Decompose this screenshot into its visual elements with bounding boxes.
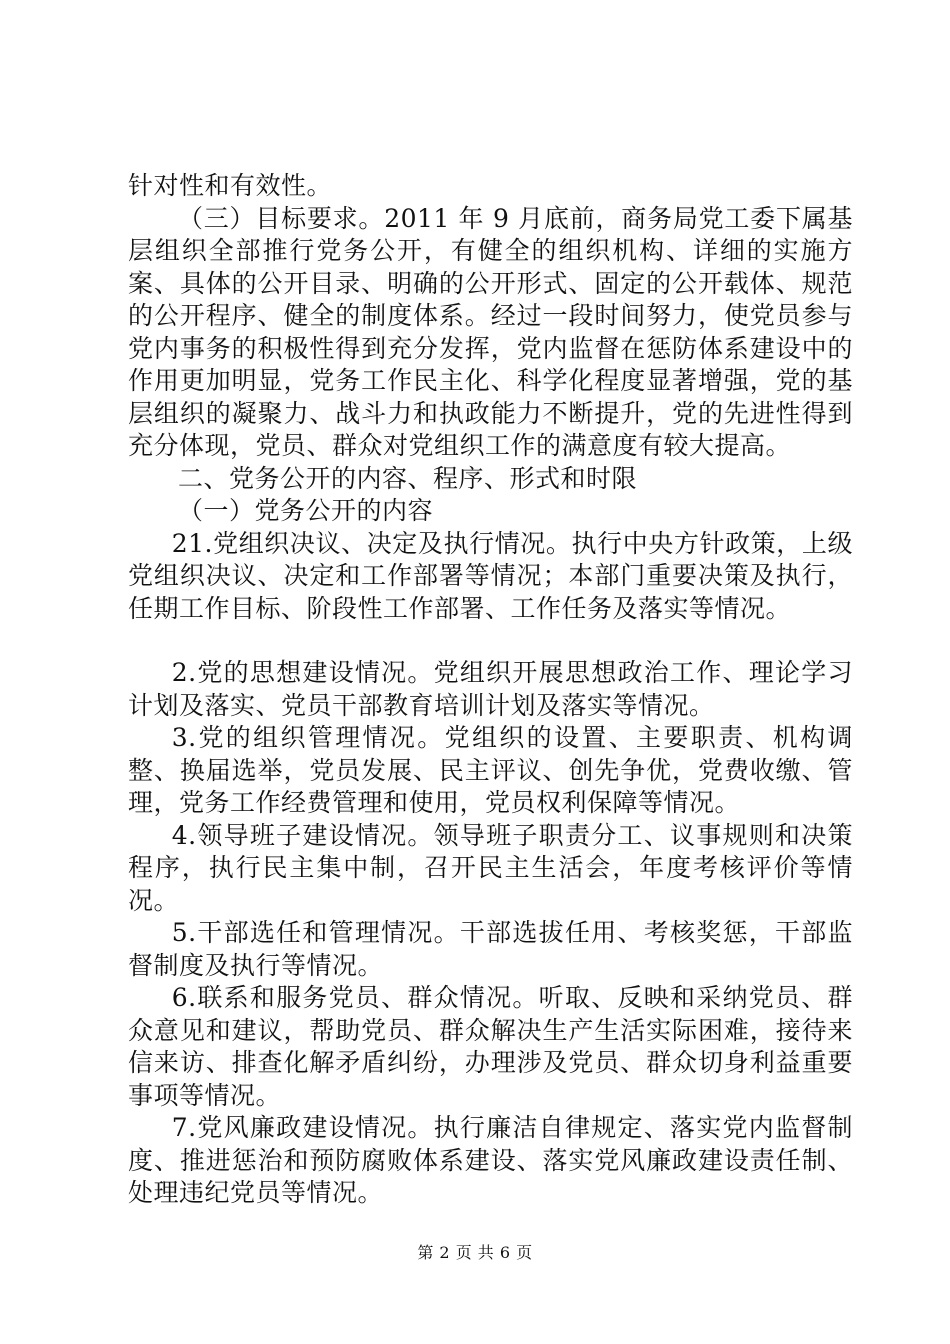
page-number-footer: 第 2 页 共 6 页 <box>417 1243 533 1262</box>
document-body <box>128 170 853 1210</box>
list-item-1: 21.党组织决议、决定及执行情况。执行中央方针政策，上级党组织决议、决定和工作部署等情况；本部门重要决策及执行，任期工作目标、阶段性工作部署、工作任务及落实等情况。 <box>128 528 853 623</box>
list-item-5: 5.干部选任和管理情况。干部选拔任用、考核奖惩，干部监督制度及执行等情况。 <box>128 918 853 980</box>
section-heading-two: 二、党务公开的内容、程序、形式和时限 <box>178 463 638 493</box>
list-item-2: 2.党的思想建设情况。党组织开展思想政治工作、理论学习计划及落实、党员干部教育培训计划及落实等情况。 <box>128 658 853 720</box>
list-item-7: 7.党风廉政建设情况。执行廉洁自律规定、落实党内监督制度、推进惩治和预防腐败体系建设、落实党风廉政建设责任制、处理违纪党员等情况。 <box>128 1113 853 1207</box>
list-item-3: 3.党的组织管理情况。党组织的设置、主要职责、机构调整、换届选举，党员发展、民主评议、创先争优，党费收缴、管理，党务工作经费管理和使用，党员权利保障等情况。 <box>128 723 853 817</box>
list-item-6: 6.联系和服务党员、群众情况。听取、反映和采纳党员、群众意见和建议，帮助党员、群众解决生产生活实际困难，接待来信来访、排查化解矛盾纠纷，办理涉及党员、群众切身利益重要事项等情况。 <box>128 983 853 1110</box>
list-item-4: 4.领导班子建设情况。领导班子职责分工、议事规则和决策程序，执行民主集中制，召开民主生活会，年度考核评价等情况。 <box>128 820 853 915</box>
subsection-heading-content: （一）党务公开的内容 <box>178 496 434 525</box>
paragraph-continuation: 针对性和有效性。 <box>128 171 333 200</box>
paragraph-goal-requirements: （三）目标要求。2011 年 9 月底前，商务局党工委下属基层组织全部推行党务公开，有健全的组织机构、详细的实施方案、具体的公开目录、明确的公开形式、固定的公开载体、规范的公开程序、健全的制度体系。经过一段时间努力，使党员参与党内事务的积极性得到充分发挥，党内监督在惩防体系建设中的作用更加明显，党务工作民主化、科学化程度显著增强，党的基层组织的凝聚力、战斗力和执政能力不断提升，党的先进性得到充分体现，党员、群众对党组织工作的满意度有较大提高。 <box>128 203 853 460</box>
